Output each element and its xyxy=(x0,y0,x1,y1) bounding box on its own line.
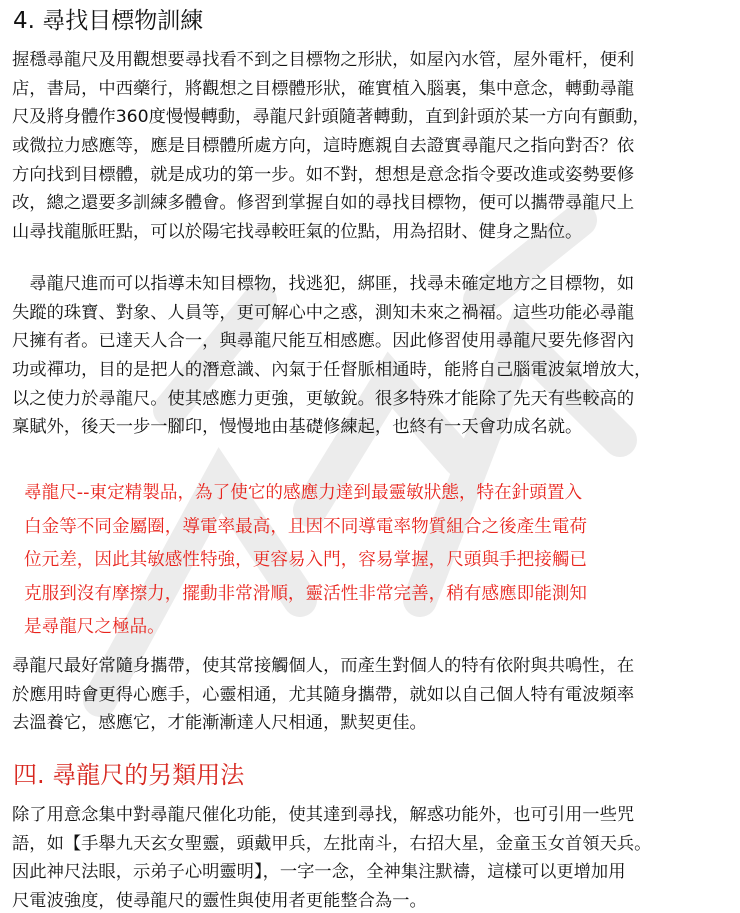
section-heading-alternative-uses: 四. 尋龍尺的另類用法 xyxy=(13,761,245,789)
text-line: 方向找到目標體，就是成功的第一步。如不對，想想是意念指令要改進或姿勢要修 xyxy=(12,164,635,185)
text-line: 去溫養它，感應它，才能漸漸達人尺相通，默契更佳。 xyxy=(12,713,427,734)
text-line: 店，書局，中西藥行，將觀想之目標體形狀，確實植入腦裏，集中意念，轉動尋龍 xyxy=(12,78,635,99)
text-line: 是尋龍尺之極品。 xyxy=(24,617,165,637)
section-heading: 4. 尋找目標物訓練 xyxy=(13,8,204,34)
text-line: 尺電波強度，使尋龍尺的靈性與使用者更能整合為一。 xyxy=(12,891,427,912)
text-line: 尺擁有者。已達天人合一，與尋龍尺能互相感應。因此修習使用尋龍尺要先修習內 xyxy=(12,331,635,352)
text-line: 克服到沒有摩擦力，擺動非常滑順，靈活性非常完善，稍有感應即能測知 xyxy=(24,583,588,604)
text-line: 山尋找龍脈旺點，可以於陽宅找尋較旺氣的位點，用為招財、健身之點位。 xyxy=(12,222,583,243)
text-line: 位元差，因此其敏感性特強，更容易入門，容易掌握，尺頭與手把接觸已 xyxy=(24,550,588,570)
text-line: 失蹤的珠寶、對象、人員等，更可解心中之惑，測知未來之禍福。這些功能必尋龍 xyxy=(12,302,635,323)
text-line: 於應用時會更得心應手，心靈相通，尤其隨身攜帶，就如以自己個人特有電波頻率 xyxy=(12,684,635,705)
text-line: 握穩尋龍尺及用觀想要尋找看不到之目標物之形狀，如屋內水管，屋外電杆，便利 xyxy=(12,50,635,70)
text-line: 功或禪功，目的是把人的潛意識、內氣于任督脈相通時，能將自己腦電波氣增放大， xyxy=(12,360,652,381)
paragraph-incantation xyxy=(12,801,651,913)
paragraph-carry-daily xyxy=(12,652,634,738)
text-line: 尺及將身體作360度慢慢轉動，尋龍尺針頭隨著轉動，直到針頭於某一方向有顫動， xyxy=(12,107,650,128)
paragraph-target-training xyxy=(12,46,650,247)
text-line: 稟賦外，後天一步一腳印，慢慢地由基礎修練起，也終有一天會功成名就。 xyxy=(12,417,583,438)
text-line: 尋龍尺最好常隨身攜帶，使其常接觸個人，而產生對個人的特有依附與共鳴性，在 xyxy=(12,656,635,676)
text-line: 尋龍尺--東定精製品，為了使它的感應力達到最靈敏狀態，特在針頭置入 xyxy=(24,483,583,503)
text-line: 除了用意念集中對尋龍尺催化功能，使其達到尋找，解惑功能外，也可引用一些咒 xyxy=(12,805,635,825)
paragraph-product-highlight xyxy=(24,477,587,645)
text-line: 以之使力於尋龍尺。使其感應力更強，更敏銳。很多特殊才能除了先天有些較高的 xyxy=(12,388,635,409)
text-line: 語，如【手舉九天玄女聖靈，頭戴甲兵，左批南斗，右招大星，金童玉女首領天兵。 xyxy=(12,833,652,854)
text-line: 因此神尺法眼，示弟子心明靈明】，一字一念，全神集注默禱，這樣可以更增加用 xyxy=(12,862,626,883)
text-line: 白金等不同金屬圈，導電率最高，且因不同導電率物質組合之後產生電荷 xyxy=(24,516,588,537)
paragraph-unknown-targets xyxy=(12,270,651,442)
text-line: 或微拉力感應等，應是目標體所處方向，這時應親自去證實尋龍尺之指向對否？依 xyxy=(12,136,635,157)
text-line: 改，總之還要多訓練多體會。修習到掌握自如的尋找目標物，便可以攜帶尋龍尺上 xyxy=(12,193,635,214)
text-line: 尋龍尺進而可以指導未知目標物，找逃犯，綁匪，找尋未確定地方之目標物，如 xyxy=(12,274,635,294)
